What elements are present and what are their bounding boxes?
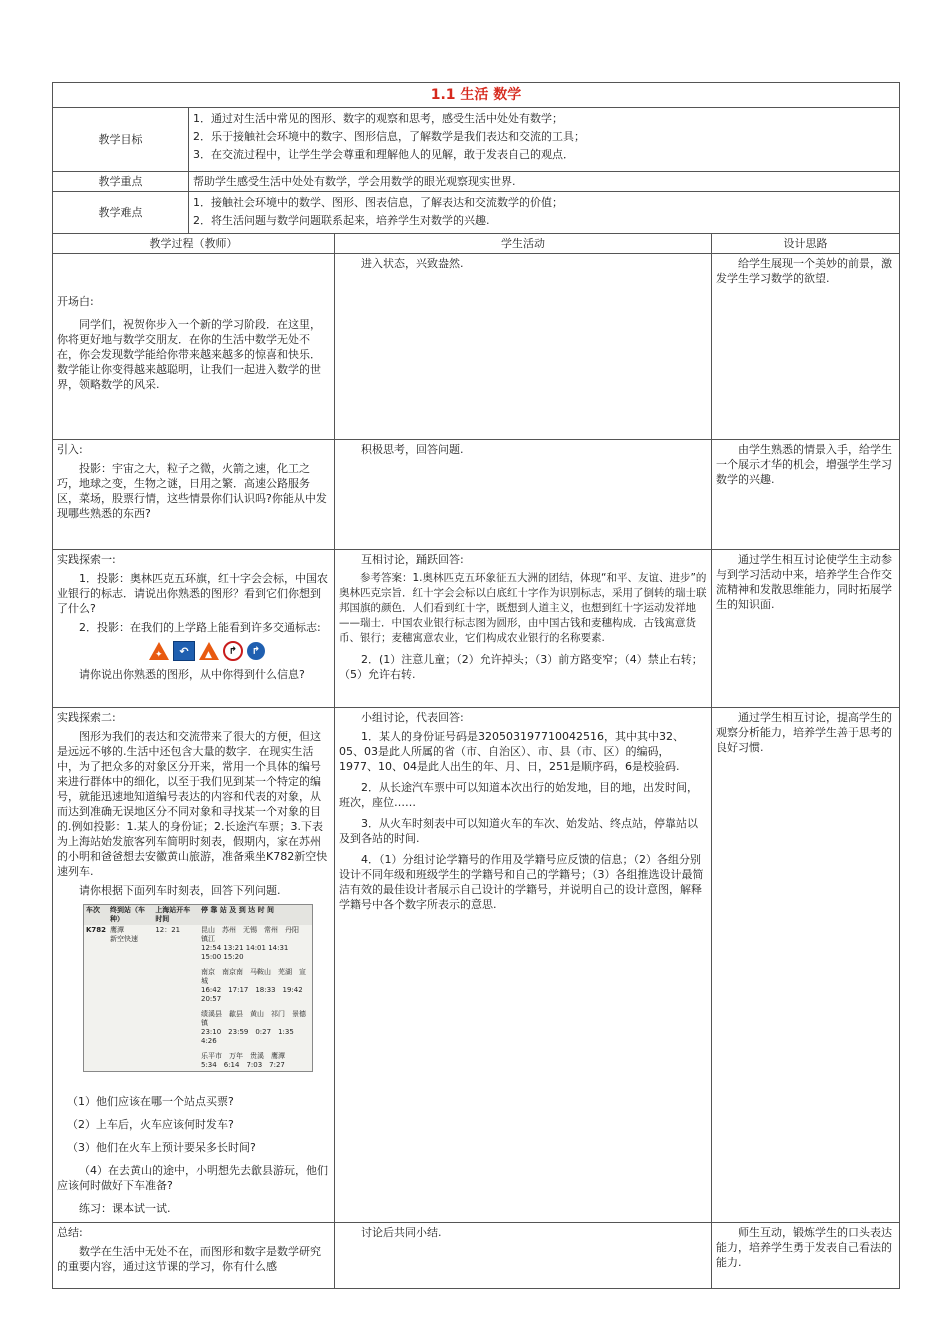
explore1-student-head: 互相讨论，踊跃回答: xyxy=(361,553,464,566)
leadin-label: 引入: xyxy=(57,443,83,456)
explore2-s1: 1．某人的身份证号码是320503197710042516，其中其中32、05、03是此人所属的省（市、自治区）、市、县（市、区）的编码，1977、10、04是此人出生的年、月、日，251是顺序码，6是校验码. xyxy=(339,730,684,773)
question-3: （3）他们在火车上预计要呆多长时间? xyxy=(67,1141,256,1154)
train-type: 新空快速 xyxy=(110,935,139,943)
difficulty-item: 2．将生活问题与数学问题联系起来，培养学生对数学的兴趣. xyxy=(193,214,490,227)
objectives-label: 教学目标 xyxy=(53,108,189,172)
lesson-plan xyxy=(52,82,899,1289)
u-turn-sign-icon: ↶ xyxy=(173,641,195,661)
explore2-s4: 4．（1）分组讨论学籍号的作用及学籍号应反馈的信息；（2）各组分别设计不同年级和班级学生的学籍号和自己的学籍号；（3）各组推选设计最简洁有效的最佳设计者展示自己设计的学籍号，并说明自己的设计意图，解释学籍号中各个数字所表示的意思. xyxy=(339,853,704,911)
stop-times: 12:54 13:21 14:01 14:31 15:00 15:20 xyxy=(201,944,289,961)
stop-times: 5:34 6:14 7:03 7:27 xyxy=(201,1061,285,1069)
difficulty-item: 1．接触社会环境中的数学、图形、图表信息，了解表达和交流数学的价值； xyxy=(193,196,563,209)
explore2-label: 实践探索二: xyxy=(57,711,116,724)
stop-times: 23:10 23:59 0:27 1:35 4:26 xyxy=(201,1028,301,1045)
keypoint-label: 教学重点 xyxy=(53,172,189,192)
summary-student: 讨论后共同小结. xyxy=(335,1223,712,1289)
stop-names: 昆山 苏州 无锡 常州 丹阳 镇江 xyxy=(201,926,306,943)
explore1-label: 实践探索一: xyxy=(57,553,116,566)
explore2-teacher xyxy=(53,708,335,1223)
stop-names: 南京 南京南 马鞍山 芜湖 宣城 xyxy=(201,968,306,985)
train-timetable xyxy=(83,904,313,1072)
objectives-content xyxy=(189,108,900,172)
opening-design: 给学生展现一个美妙的前景，激发学生学习数学的欲望. xyxy=(712,254,900,440)
opening-label: 开场白: xyxy=(57,295,94,308)
children-crossing-sign-icon: ✦ xyxy=(149,642,169,660)
lesson-table xyxy=(52,82,900,1289)
question-4: （4）在去黄山的途中，小明想先去歙县游玩，他们应该何时做好下车准备? xyxy=(57,1164,328,1192)
question-2: （2）上车后，火车应该何时发车? xyxy=(67,1118,234,1131)
explore2-p2: 请你根据下面列车时刻表，回答下列问题. xyxy=(79,884,281,897)
explore2-s3: 3．从火车时刻表中可以知道火车的车次、始发站、终点站，停靠站以及到各站的时间. xyxy=(339,817,698,845)
student-header: 学生活动 xyxy=(335,234,712,254)
timetable-header: 上海站开车时间 xyxy=(153,905,199,925)
teacher-header: 教学过程（教师） xyxy=(53,234,335,254)
opening-teacher xyxy=(53,254,335,440)
leadin-text: 投影：宇宙之大，粒子之微，火箭之速，化工之巧，地球之变，生物之谜，日用之繁．高速公路服务区，菜场，股票行情，这些情景你们认识吗?你能从中发现哪些熟悉的东西? xyxy=(57,462,327,520)
leadin-student: 积极思考，回答问题. xyxy=(335,440,712,550)
explore1-p1: 1．投影：奥林匹克五环旗，红十字会会标，中国农业银行的标志．请说出你熟悉的图形？看到它们你想到了什么? xyxy=(57,572,328,615)
stop-names: 绩溪县 歙县 黄山 祁门 景德镇 xyxy=(201,1010,306,1027)
timetable-header: 车次 xyxy=(84,905,108,925)
explore1-student-p1: 参考答案：1.奥林匹克五环象征五大洲的团结，体现“和平、友谊、进步”的奥林匹克宗旨．红十字会会标以白底红十字作为识别标志，采用了倒转的瑞士联邦国旗的颜色．人们看到红十字，既想到人道主义，也想到红十字运动发祥地——瑞士．中国农业银行标志图为圆形，由中国古钱和麦穗构成．古钱寓意货币、银行；麦穗寓意农业，它们构成农业银行的名称要素. xyxy=(339,572,707,644)
objective-item: 1．通过对生活中常见的图形、数字的观察和思考，感受生活中处处有数学； xyxy=(193,112,563,125)
traffic-signs xyxy=(149,641,330,661)
difficulty-content xyxy=(189,192,900,234)
objective-item: 2．乐于接触社会环境中的数字、图形信息，了解数学是我们表达和交流的工具； xyxy=(193,130,585,143)
explore2-s2: 2．从长途汽车票中可以知道本次出行的始发地，目的地，出发时间，班次，座位…… xyxy=(339,781,698,809)
explore1-student xyxy=(335,550,712,708)
explore1-teacher xyxy=(53,550,335,708)
summary-teacher xyxy=(53,1223,335,1289)
explore1-design: 通过学生相互讨论使学生主动参与到学习活动中来，培养学生合作交流精神和发散思维能力，同时拓展学生的知识面. xyxy=(712,550,900,708)
opening-student: 进入状态，兴致盎然. xyxy=(335,254,712,440)
summary-text: 数学在生活中无处不在，而图形和数字是数学研究的重要内容，通过这节课的学习，你有什么感 xyxy=(57,1245,321,1273)
opening-text: 同学们，祝贺你步入一个新的学习阶段．在这里，你将更好地与数学交朋友．在你的生活中数学无处不在，你会发现数学能给你带来越来越多的惊喜和快乐．数学能让你变得越来越聪明，让我们一起进入数学的世界，领略数学的风采. xyxy=(57,318,321,391)
train-dest: 鹰潭 xyxy=(110,926,125,934)
objective-item: 3．在交流过程中，让学生学会尊重和理解他人的见解，敢于发表自己的观点． xyxy=(193,148,574,161)
train-depart: 12：21 xyxy=(155,926,181,934)
right-turn-sign-icon: ↱ xyxy=(247,642,265,660)
explore1-student-p2: 2．(1）注意儿童；（2）允许掉头；（3）前方路变窄；（4）禁止右转；（5）允许右转. xyxy=(339,653,703,681)
leadin-teacher xyxy=(53,440,335,550)
keypoint-text: 帮助学生感受生活中处处有数学，学会用数学的眼光观察现实世界. xyxy=(189,172,900,192)
stop-names: 乐平市 万年 贵溪 鹰潭 xyxy=(201,1052,285,1060)
practice: 练习：课本试一试. xyxy=(79,1202,171,1215)
explore2-design: 通过学生相互讨论，提高学生的观察分析能力，培养学生善于思考的良好习惯. xyxy=(712,708,900,1223)
explore1-p3: 请你说出你熟悉的图形，从中你得到什么信息? xyxy=(79,668,305,681)
narrow-road-sign-icon: ▲ xyxy=(199,642,219,660)
design-header: 设计思路 xyxy=(712,234,900,254)
summary-design: 师生互动，锻炼学生的口头表达能力，培养学生勇于发表自己看法的能力. xyxy=(712,1223,900,1289)
page-title: 1.1 生活 数学 xyxy=(53,83,900,108)
explore2-student xyxy=(335,708,712,1223)
explore2-student-head: 小组讨论，代表回答: xyxy=(361,711,464,724)
train-number: K782 xyxy=(86,926,107,934)
difficulty-label: 教学难点 xyxy=(53,192,189,234)
stop-times: 16:42 17:17 18:33 19:42 20:57 xyxy=(201,986,310,1003)
explore1-p2: 2．投影：在我们的上学路上能看到许多交通标志: xyxy=(79,621,321,634)
question-1: （1）他们应该在哪一个站点买票? xyxy=(67,1095,234,1108)
timetable-header: 停 靠 站 及 到 达 时 间 xyxy=(199,905,312,925)
timetable-header: 终到站（车种） xyxy=(108,905,153,925)
summary-label: 总结: xyxy=(57,1226,83,1239)
leadin-design: 由学生熟悉的情景入手，给学生一个展示才华的机会，增强学生学习数学的兴趣. xyxy=(712,440,900,550)
no-right-turn-sign-icon: ↱ xyxy=(223,641,243,661)
explore2-p1: 图形为我们的表达和交流带来了很大的方便，但这是远远不够的.生活中还包含大量的数字．在现实生活中，为了把众多的对象区分开来，常用一个具体的编号来进行群体中的细化，以至于我们见到某一个特定的编号，就能迅速地知道编号表达的内容和代表的对象，从而达到准确无误地区分不同对象和寻找某一个对象的目的.例如投影：1.某人的身份证；2.长途汽车票；3.下表为上海站始发旅客列车简明时刻表，假期内，家在苏州的小明和爸爸想去安徽黄山旅游，准备乘坐K782新空快速列车. xyxy=(57,730,328,878)
